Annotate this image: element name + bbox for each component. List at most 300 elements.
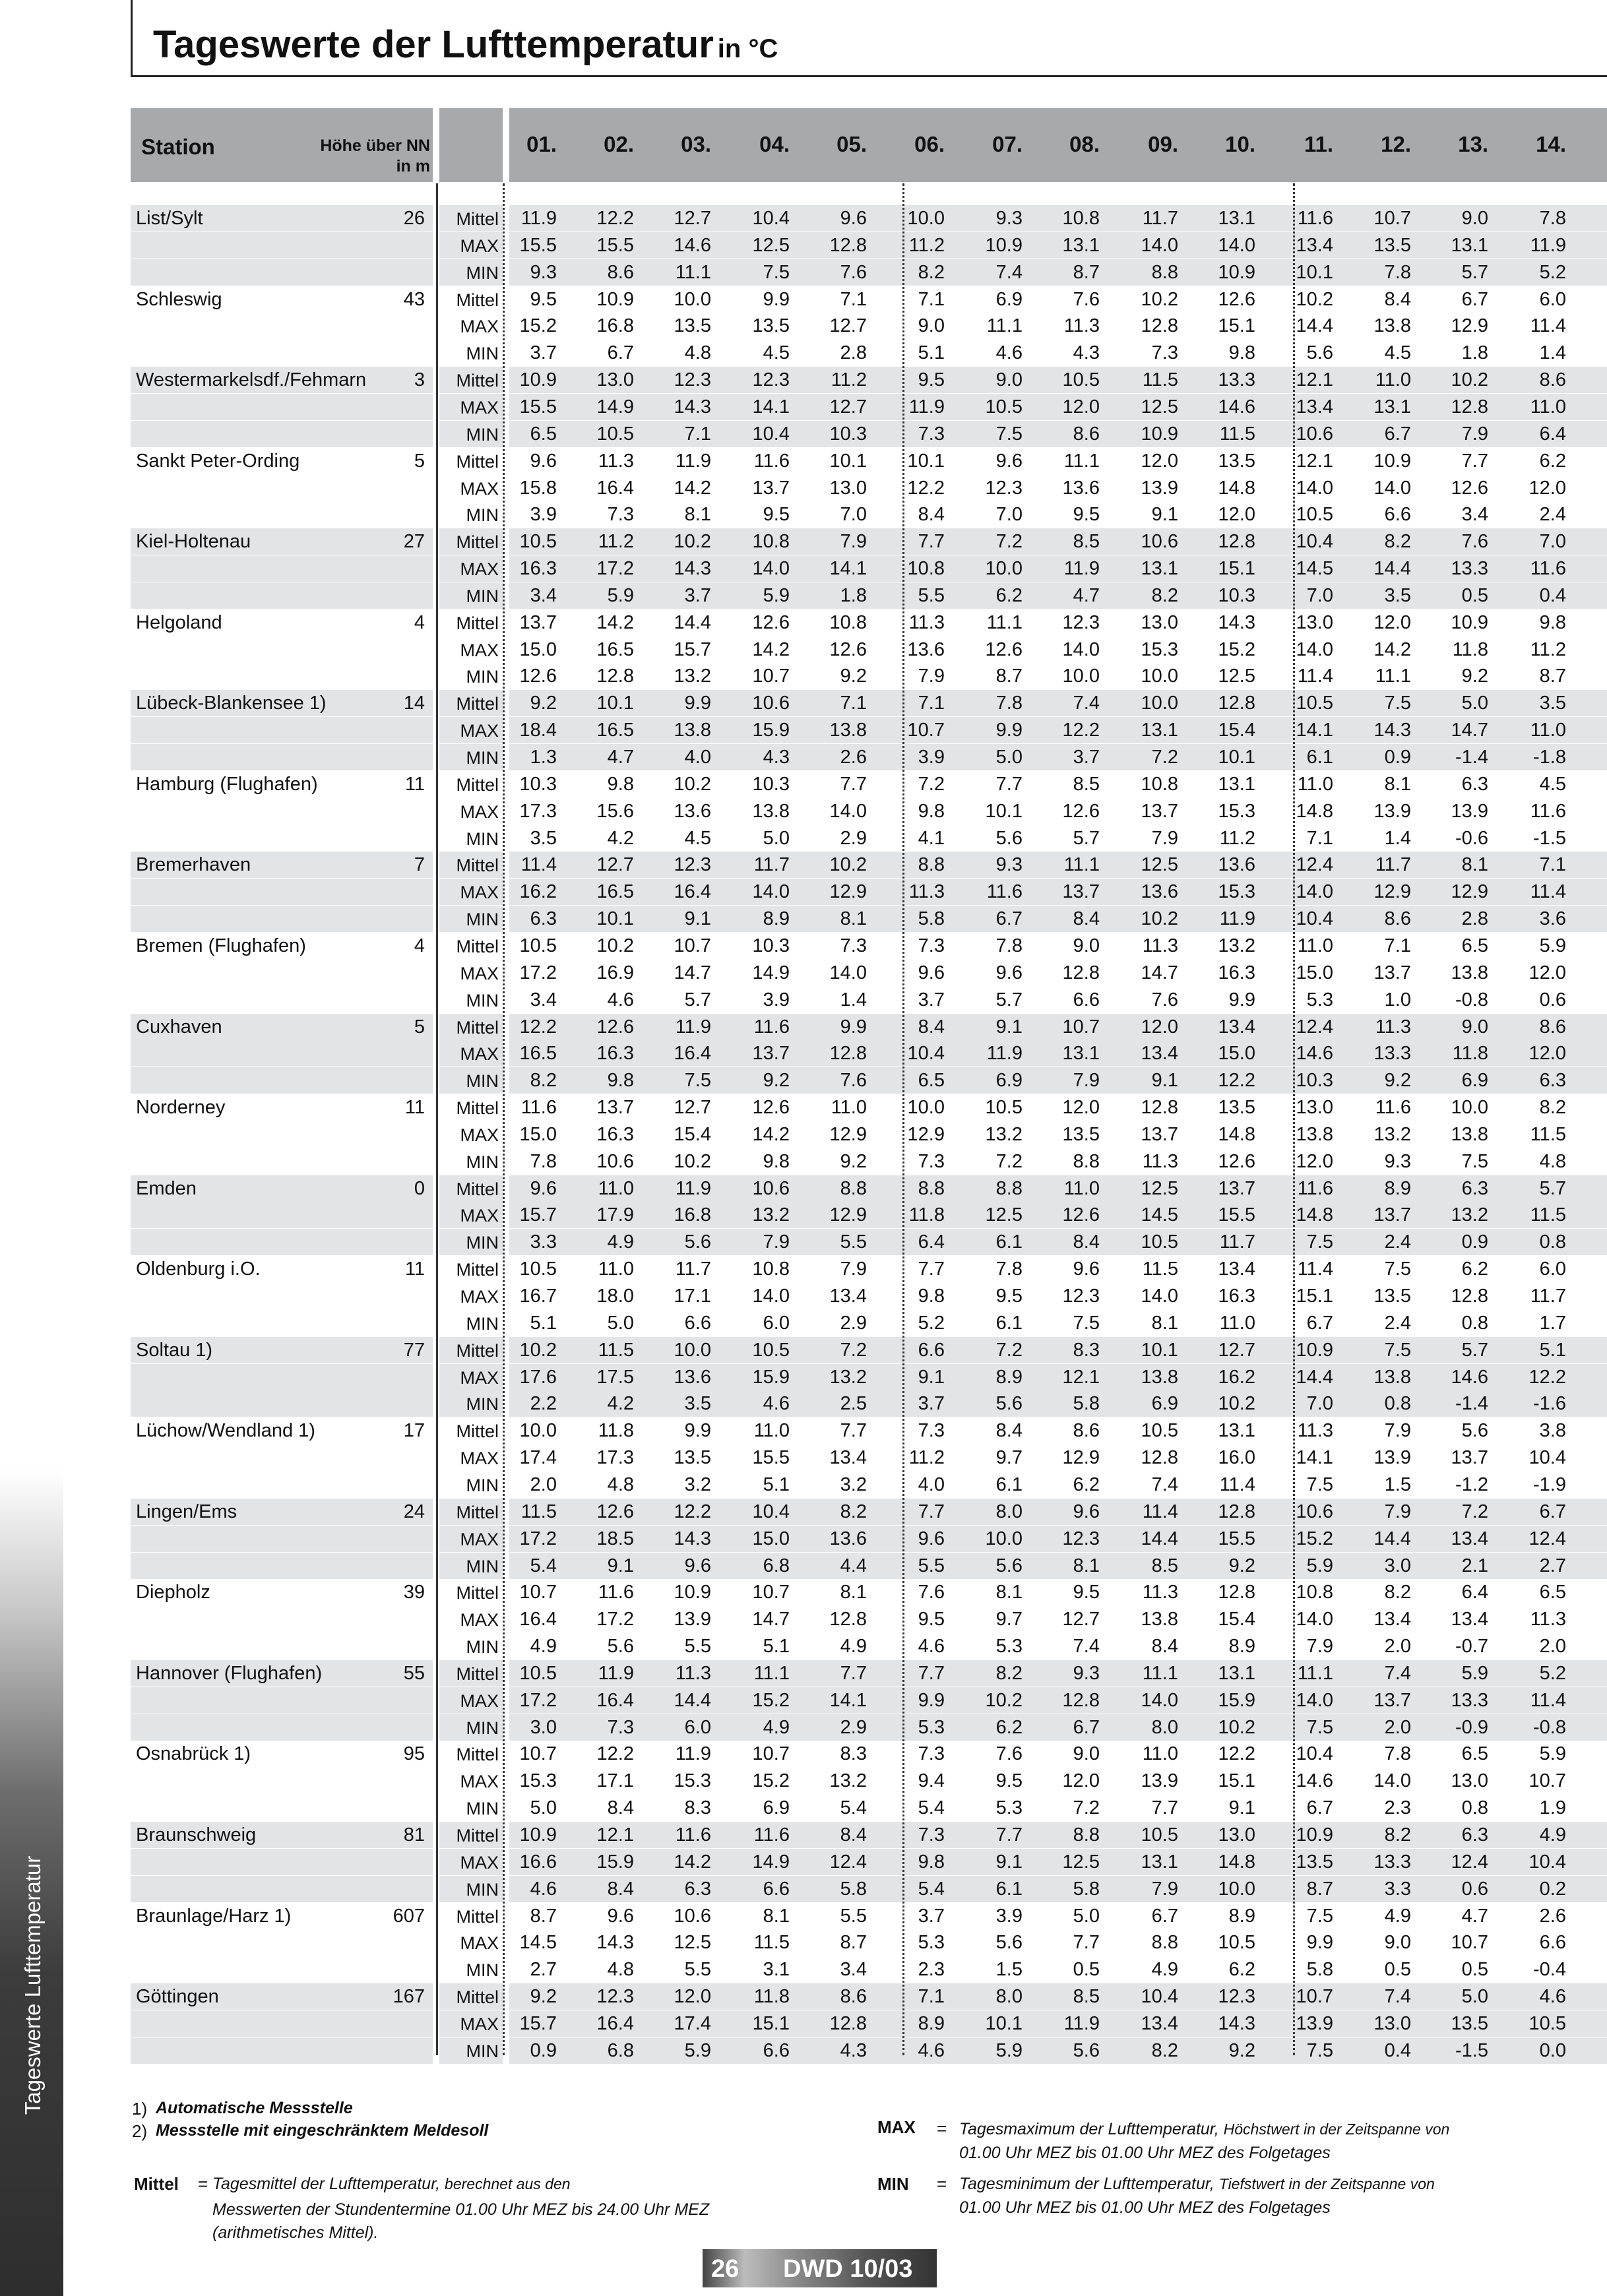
table-cell: 15.4 [1218, 1609, 1255, 1630]
table-cell: 13.1 [1062, 1043, 1100, 1065]
table-cell: 10.4 [1528, 1447, 1566, 1469]
table-cell: 8.2 [840, 1501, 867, 1522]
table-cell: 3.7 [918, 989, 945, 1010]
table-cell: 11.2 [908, 1447, 945, 1469]
table-cell: 9.3 [995, 854, 1023, 876]
table-cell: 12.8 [596, 666, 634, 687]
table-cell: 5.8 [1073, 1393, 1100, 1415]
table-cell: 5.9 [1539, 1743, 1566, 1765]
table-cell: 12.3 [1062, 1528, 1100, 1549]
table-cell: 16.8 [674, 1204, 711, 1226]
table-cell: 13.7 [1218, 1177, 1255, 1199]
header-height [277, 136, 430, 177]
day-header: 09. [1148, 132, 1178, 156]
table-cell: 9.1 [918, 1366, 945, 1388]
table-cell: 14.0 [1296, 638, 1333, 660]
table-cell: 5.6 [995, 827, 1023, 849]
table-cell: 8.0 [995, 1501, 1023, 1522]
table-cell: 3.7 [918, 1393, 945, 1415]
table-cell: 13.7 [1373, 1204, 1411, 1226]
table-cell: 7.0 [1539, 531, 1566, 553]
table-cell: 10.7 [1528, 1770, 1566, 1792]
row-shading [131, 1067, 433, 1094]
table-cell: 6.7 [1073, 1716, 1100, 1738]
table-cell: 10.1 [1141, 1339, 1178, 1361]
table-cell: 10.6 [752, 1177, 790, 1199]
station-height: 81 [403, 1824, 425, 1846]
table-cell: 8.6 [607, 261, 634, 283]
station-name: Emden [136, 1177, 197, 1199]
table-cell: 8.2 [1384, 1824, 1411, 1846]
table-cell: 15.1 [752, 2012, 790, 2034]
table-cell: 12.9 [829, 881, 867, 903]
table-cell: 12.6 [1451, 477, 1488, 499]
station-height: 26 [403, 208, 425, 229]
table-cell: 13.3 [1218, 369, 1255, 391]
table-cell: 2.8 [1461, 908, 1488, 930]
table-cell: 7.0 [995, 504, 1023, 526]
row-shading [131, 1714, 433, 1741]
table-cell: 7.5 [1306, 1716, 1333, 1738]
table-cell: 5.0 [1461, 693, 1488, 714]
table-cell: 13.4 [1296, 234, 1333, 256]
station-name: Lingen/Ems [136, 1501, 237, 1522]
table-cell: 14.8 [1218, 477, 1255, 499]
table-cell: 9.2 [530, 693, 557, 714]
table-cell: 11.4 [1530, 881, 1566, 903]
table-cell: 16.5 [596, 720, 634, 741]
table-cell: 14.7 [752, 1609, 790, 1630]
table-cell: 12.2 [1062, 720, 1100, 741]
station-name: Oldenburg i.O. [136, 1258, 261, 1280]
footnote-1-text: Automatische Messstelle [156, 2099, 353, 2117]
min-definition-2: 01.00 Uhr MEZ bis 01.00 Uhr MEZ des Folgetages [959, 2198, 1331, 2217]
table-cell: 9.5 [995, 1286, 1023, 1307]
station-name: Lübeck-Blankensee 1) [136, 693, 327, 714]
table-cell: 11.1 [1142, 1662, 1178, 1684]
table-cell: 3.7 [530, 342, 557, 364]
table-cell: 11.0 [1142, 1743, 1178, 1765]
table-cell: 7.3 [840, 935, 867, 956]
table-cell: 9.6 [530, 1177, 557, 1199]
table-cell: 15.5 [752, 1447, 790, 1469]
row-label: MIN [466, 1960, 499, 1981]
table-cell: 8.8 [1151, 261, 1178, 283]
table-cell: 10.9 [1296, 1339, 1333, 1361]
table-cell: 13.0 [1296, 611, 1333, 633]
table-cell: 3.9 [995, 1905, 1023, 1927]
table-cell: 12.6 [829, 638, 867, 660]
row-label: MIN [466, 1879, 499, 1900]
day-header: 14. [1536, 132, 1566, 156]
table-cell: 15.0 [1296, 962, 1333, 983]
table-cell: 10.5 [519, 531, 557, 553]
max-definition-1 [959, 2117, 1449, 2142]
table-cell: 0.8 [1539, 1231, 1566, 1253]
table-cell: 14.0 [752, 881, 790, 903]
table-cell: 7.9 [1384, 1501, 1411, 1522]
table-cell: 12.9 [1451, 881, 1488, 903]
mittel-term: Mittel [134, 2174, 179, 2194]
station-name: Osnabrück 1) [136, 1743, 251, 1765]
table-cell: 7.8 [1539, 208, 1566, 229]
station-name: Braunlage/Harz 1) [136, 1905, 292, 1927]
table-cell: 2.4 [1384, 1231, 1411, 1253]
table-cell: 11.8 [1452, 1043, 1488, 1065]
table-cell: 16.4 [596, 1689, 634, 1711]
table-cell: 6.6 [684, 1312, 711, 1334]
table-cell: 11.9 [675, 450, 711, 472]
table-cell: 17.1 [674, 1286, 711, 1307]
row-label: Mittel [456, 451, 499, 472]
table-cell: 9.3 [1384, 1150, 1411, 1172]
table-cell: 4.6 [1539, 1986, 1566, 2008]
table-cell: 1.7 [1539, 1312, 1566, 1334]
table-cell: 17.9 [596, 1204, 634, 1226]
table-cell: 16.4 [596, 2012, 634, 2034]
table-cell: 14.8 [1218, 1123, 1255, 1145]
table-cell: 11.3 [908, 881, 945, 903]
row-label: MIN [466, 1071, 499, 1092]
table-cell: 7.3 [1151, 342, 1178, 364]
row-label: Mittel [456, 694, 499, 714]
row-label: Mittel [456, 209, 499, 229]
row-label: MAX [460, 1772, 499, 1792]
table-cell: 14.0 [1373, 477, 1411, 499]
table-cell: 11.5 [1530, 1123, 1566, 1145]
table-cell: 12.0 [1062, 1770, 1100, 1792]
table-cell: 12.0 [1062, 396, 1100, 418]
row-shading [131, 555, 433, 582]
table-cell: 13.4 [829, 1286, 867, 1307]
row-label: Mittel [456, 1663, 499, 1684]
row-label: MAX [460, 1125, 499, 1145]
table-cell: 12.0 [1296, 1150, 1333, 1172]
table-cell: 10.0 [1062, 666, 1100, 687]
table-cell: 11.5 [1142, 1258, 1178, 1280]
table-cell: 13.7 [1373, 1689, 1411, 1711]
table-cell: 0.8 [1461, 1312, 1488, 1334]
table-cell: 14.6 [1296, 1770, 1333, 1792]
table-cell: 7.2 [995, 1150, 1023, 1172]
table-cell: 8.0 [995, 1986, 1023, 2008]
table-cell: 11.2 [908, 234, 945, 256]
row-label: MAX [460, 1852, 499, 1873]
table-cell: 6.6 [1384, 504, 1411, 526]
table-cell: 6.7 [1539, 1501, 1566, 1522]
table-cell: 7.3 [918, 1150, 945, 1172]
table-cell: 4.8 [684, 342, 711, 364]
table-cell: 7.9 [918, 666, 945, 687]
table-cell: 5.1 [918, 342, 945, 364]
table-cell: 11.9 [675, 1743, 711, 1765]
table-cell: 0.6 [1461, 1878, 1488, 1900]
table-cell: 13.9 [1141, 477, 1178, 499]
table-cell: 2.5 [840, 1393, 867, 1415]
table-cell: 6.3 [1461, 1177, 1488, 1199]
row-label: MIN [466, 1475, 499, 1495]
table-cell: 11.9 [1530, 234, 1566, 256]
table-cell: 12.5 [985, 1204, 1023, 1226]
table-cell: 13.9 [674, 1609, 711, 1630]
table-cell: 7.1 [840, 288, 867, 310]
table-cell: 8.9 [763, 908, 790, 930]
table-cell: 15.0 [1218, 1043, 1255, 1065]
table-cell: 5.3 [918, 1932, 945, 1954]
table-cell: 12.6 [752, 611, 790, 633]
table-cell: 3.5 [1384, 584, 1411, 606]
table-cell: 10.3 [519, 773, 557, 795]
table-cell: 16.3 [1218, 1286, 1255, 1307]
row-label: MAX [460, 1933, 499, 1954]
table-cell: 13.8 [674, 720, 711, 741]
table-cell: 3.3 [1384, 1878, 1411, 1900]
table-cell: 9.1 [1151, 504, 1178, 526]
table-cell: 6.7 [607, 342, 634, 364]
table-cell: 8.5 [1073, 773, 1100, 795]
table-cell: 0.9 [1461, 1231, 1488, 1253]
station-name: Soltau 1) [136, 1339, 213, 1361]
table-cell: 3.9 [530, 504, 557, 526]
table-cell: 7.7 [995, 1824, 1023, 1846]
table-cell: 11.6 [675, 1824, 711, 1846]
table-cell: 0.8 [1461, 1797, 1488, 1819]
table-cell: 14.8 [1218, 1851, 1255, 1873]
table-cell: 7.0 [840, 504, 867, 526]
table-cell: 9.5 [995, 1770, 1023, 1792]
table-cell: 11.4 [1530, 1689, 1566, 1711]
day-header: 07. [992, 132, 1023, 156]
table-cell: 10.4 [752, 423, 790, 445]
table-cell: 11.0 [1063, 1177, 1100, 1199]
table-cell: 15.1 [1218, 558, 1255, 580]
day-header: 01. [526, 132, 557, 156]
table-cell: 5.2 [918, 1312, 945, 1334]
table-cell: 12.8 [1451, 396, 1488, 418]
table-cell: 12.1 [1296, 450, 1333, 472]
row-shading [131, 906, 433, 932]
row-label: MIN [466, 910, 499, 930]
day-header: 10. [1225, 132, 1255, 156]
table-cell: 6.2 [1228, 1959, 1255, 1981]
row-label: MIN [466, 586, 499, 606]
station-name: Hamburg (Flughafen) [136, 773, 318, 795]
table-cell: 14.4 [1141, 1528, 1178, 1549]
table-cell: 10.4 [1141, 1986, 1178, 2008]
table-cell: 2.9 [840, 1312, 867, 1334]
table-cell: 7.5 [1461, 1150, 1488, 1172]
table-cell: 0.5 [1461, 584, 1488, 606]
table-cell: 11.9 [520, 208, 557, 229]
table-cell: 3.1 [763, 1959, 790, 1981]
dotted-divider [503, 183, 505, 2055]
table-cell: 16.4 [519, 1609, 557, 1630]
table-cell: 3.0 [530, 1716, 557, 1738]
side-label: Tageswerte Lufttemperatur [20, 1855, 45, 2115]
table-cell: 6.7 [1306, 1797, 1333, 1819]
table-cell: 12.3 [752, 369, 790, 391]
table-cell: 8.4 [995, 1420, 1023, 1442]
row-label: MIN [466, 263, 499, 283]
table-cell: 14.3 [1218, 611, 1255, 633]
table-cell: 10.3 [1218, 584, 1255, 606]
table-cell: 7.9 [1461, 423, 1488, 445]
row-label: MAX [460, 397, 499, 418]
table-cell: 16.2 [519, 881, 557, 903]
table-cell: 5.9 [763, 584, 790, 606]
station-height: 167 [393, 1986, 425, 2008]
table-cell: 5.0 [1073, 1905, 1100, 1927]
table-cell: 8.6 [1384, 908, 1411, 930]
min-def-trail: Tiefstwert in der Zeitspanne von [1218, 2175, 1435, 2192]
table-cell: 13.8 [1373, 315, 1411, 337]
table-cell: 14.0 [1296, 477, 1333, 499]
table-cell: 7.7 [918, 1501, 945, 1522]
table-cell: 10.2 [1451, 369, 1488, 391]
table-cell: 10.5 [519, 1258, 557, 1280]
table-cell: 14.6 [1296, 1043, 1333, 1065]
table-cell: 8.8 [1073, 1824, 1100, 1846]
table-cell: 8.4 [1151, 1636, 1178, 1658]
table-cell: 10.7 [519, 1582, 557, 1603]
table-cell: 1.5 [1384, 1474, 1411, 1495]
row-label: MAX [460, 963, 499, 983]
table-cell: 5.7 [995, 989, 1023, 1010]
table-cell: 7.1 [918, 1986, 945, 2008]
station-name: Bremerhaven [136, 854, 251, 876]
row-label: MIN [466, 1313, 499, 1334]
row-shading [131, 1526, 433, 1552]
table-cell: 13.8 [1373, 1366, 1411, 1388]
station-height: 43 [403, 288, 425, 310]
table-cell: 18.4 [519, 720, 557, 741]
table-cell: 9.6 [1073, 1258, 1100, 1280]
table-cell: 13.5 [1218, 1097, 1255, 1119]
mittel-equals: = [198, 2174, 208, 2194]
table-cell: 13.2 [985, 1123, 1023, 1145]
table-cell: 8.5 [1073, 1986, 1100, 2008]
table-cell: 7.3 [918, 1420, 945, 1442]
table-cell: 10.5 [1141, 1231, 1178, 1253]
table-cell: 4.1 [918, 827, 945, 849]
table-cell: 5.1 [763, 1474, 790, 1495]
table-cell: 7.3 [918, 423, 945, 445]
table-cell: 9.8 [1539, 611, 1566, 633]
table-cell: 10.7 [752, 1582, 790, 1603]
min-def-lead: Tagesminimum der Lufttemperatur, [959, 2175, 1214, 2193]
table-cell: 12.9 [1373, 881, 1411, 903]
table-cell: 12.5 [1218, 666, 1255, 687]
table-cell: 5.0 [530, 1797, 557, 1819]
table-cell: 12.0 [1528, 477, 1566, 499]
table-cell: 5.8 [1073, 1878, 1100, 1900]
row-label: MIN [466, 1718, 499, 1738]
table-cell: 7.5 [1073, 1312, 1100, 1334]
table-cell: 9.0 [1384, 1932, 1411, 1954]
table-cell: 9.6 [530, 450, 557, 472]
table-cell: 11.7 [1375, 854, 1411, 876]
table-cell: 12.5 [1141, 1177, 1178, 1199]
table-cell: 9.5 [1073, 504, 1100, 526]
table-cell: 12.0 [1062, 1097, 1100, 1119]
table-cell: 5.6 [607, 1636, 634, 1658]
table-cell: 13.6 [1141, 881, 1178, 903]
table-cell: 13.0 [829, 477, 867, 499]
table-cell: 8.1 [763, 1905, 790, 1927]
table-cell: 13.2 [752, 1204, 790, 1226]
table-cell: 11.4 [1219, 1474, 1255, 1495]
table-cell: 6.9 [995, 1070, 1023, 1092]
table-cell: 11.5 [1530, 1204, 1566, 1226]
table-cell: 4.6 [530, 1878, 557, 1900]
table-cell: 6.4 [918, 1231, 945, 1253]
table-cell: 13.2 [1451, 1204, 1488, 1226]
table-cell: 10.7 [1296, 1986, 1333, 2008]
table-cell: 14.0 [752, 1286, 790, 1307]
table-cell: 8.8 [1073, 1150, 1100, 1172]
table-cell: 6.4 [1461, 1582, 1488, 1603]
station-height: 5 [414, 450, 425, 472]
table-cell: 11.6 [753, 450, 790, 472]
table-cell: 17.5 [596, 1366, 634, 1388]
table-cell: -0.8 [1533, 1716, 1566, 1738]
table-cell: 3.8 [1539, 1420, 1566, 1442]
table-cell: 8.0 [1151, 1716, 1178, 1738]
table-cell: 5.3 [995, 1636, 1023, 1658]
table-cell: 14.6 [1451, 1366, 1488, 1388]
table-cell: 12.6 [596, 1501, 634, 1522]
table-cell: 2.7 [1539, 1555, 1566, 1576]
table-cell: 3.7 [1073, 747, 1100, 768]
table-cell: 0.6 [1539, 989, 1566, 1010]
table-cell: 15.3 [1218, 881, 1255, 903]
table-cell: 15.3 [1141, 638, 1178, 660]
table-cell: 14.4 [1296, 1366, 1333, 1388]
table-cell: 12.0 [1528, 962, 1566, 983]
table-cell: 5.7 [1461, 261, 1488, 283]
row-shading [131, 582, 433, 609]
table-cell: 11.0 [1530, 720, 1566, 741]
table-cell: 8.4 [918, 504, 945, 526]
title-text: Tageswerte der Lufttemperatur [153, 23, 714, 66]
table-cell: 14.3 [596, 1932, 634, 1954]
header-band-label [439, 108, 503, 182]
table-cell: 7.5 [1306, 1474, 1333, 1495]
table-cell: 1.8 [1461, 342, 1488, 364]
station-name: Schleswig [136, 288, 222, 310]
table-cell: 9.1 [684, 908, 711, 930]
row-label: Mittel [456, 1260, 499, 1280]
table-cell: 5.6 [995, 1555, 1023, 1576]
day-header: 05. [836, 132, 867, 156]
table-cell: 13.6 [1062, 477, 1100, 499]
table-cell: 10.4 [752, 1501, 790, 1522]
table-cell: 10.3 [752, 773, 790, 795]
table-cell: 7.2 [1073, 1797, 1100, 1819]
table-cell: 8.7 [1073, 261, 1100, 283]
table-cell: 7.3 [607, 1716, 634, 1738]
table-cell: 6.9 [995, 288, 1023, 310]
table-cell: -0.8 [1455, 989, 1488, 1010]
table-cell: 11.3 [1530, 1609, 1566, 1630]
table-cell: 6.6 [1539, 1932, 1566, 1954]
table-cell: 7.1 [1384, 935, 1411, 956]
table-cell: 10.3 [1296, 1070, 1333, 1092]
table-cell: 15.3 [519, 1770, 557, 1792]
table-cell: 3.6 [1539, 908, 1566, 930]
table-cell: 9.9 [763, 288, 790, 310]
table-cell: 13.7 [1141, 1123, 1178, 1145]
